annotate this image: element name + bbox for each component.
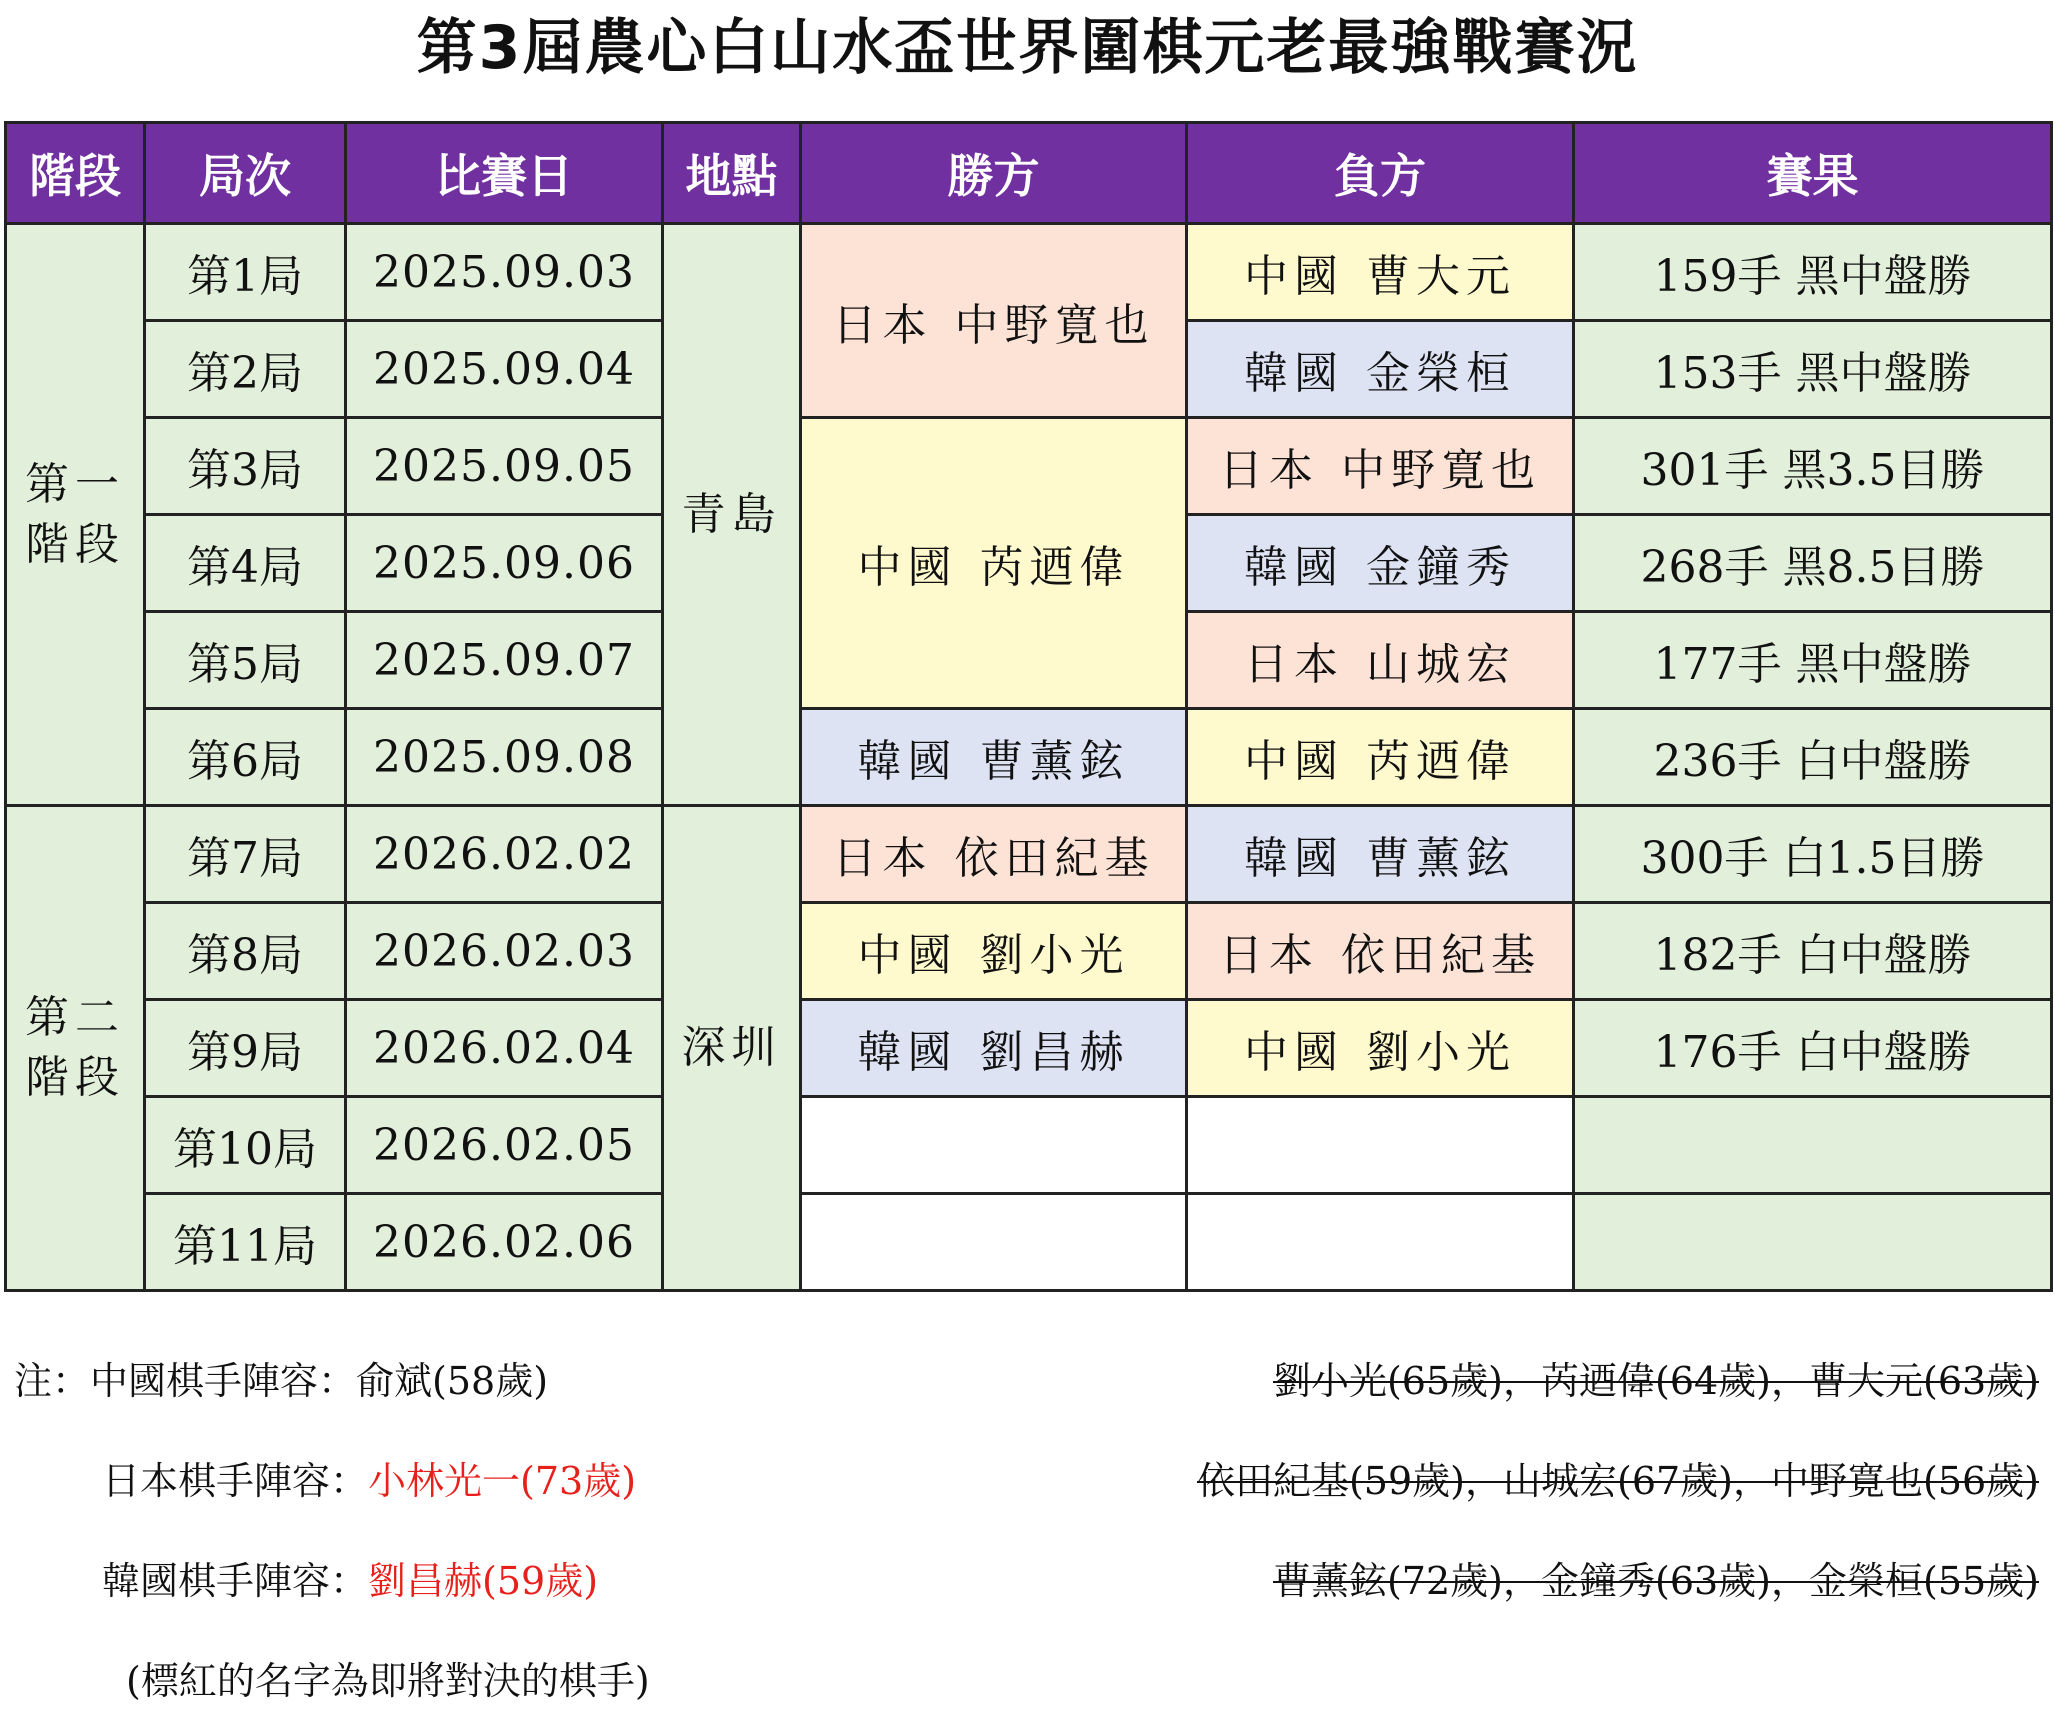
header-place: 地點 xyxy=(663,123,801,224)
winner-cell: 韓國 劉昌赫 xyxy=(801,1000,1187,1097)
date-cell: 2026.02.06 xyxy=(346,1194,663,1291)
result-cell: 236手 白中盤勝 xyxy=(1574,709,2052,806)
loser-cell: 中國 曹大元 xyxy=(1187,224,1574,321)
table-row xyxy=(6,709,2052,806)
winner-cell xyxy=(801,1194,1187,1291)
result-cell xyxy=(1574,1194,2052,1291)
loser-cell: 韓國 金榮桓 xyxy=(1187,321,1574,418)
header-stage: 階段 xyxy=(6,123,145,224)
header-loser: 負方 xyxy=(1187,123,1574,224)
winner-cell: 日本 中野寛也 xyxy=(801,224,1187,418)
result-cell: 182手 白中盤勝 xyxy=(1574,903,2052,1000)
round-cell: 第7局 xyxy=(145,806,346,903)
page-title: 第3屆農心白山水盃世界圍棋元老最強戰賽況 xyxy=(416,13,1639,83)
table-row xyxy=(6,903,2052,1000)
winner-cell: 韓國 曹薰鉉 xyxy=(801,709,1187,806)
table-row xyxy=(6,1097,2052,1194)
result-cell: 300手 白1.5目勝 xyxy=(1574,806,2052,903)
header-round: 局次 xyxy=(145,123,346,224)
round-cell: 第4局 xyxy=(145,515,346,612)
round-cell: 第2局 xyxy=(145,321,346,418)
round-cell: 第8局 xyxy=(145,903,346,1000)
round-cell: 第10局 xyxy=(145,1097,346,1194)
round-cell: 第6局 xyxy=(145,709,346,806)
header-result: 賽果 xyxy=(1574,123,2052,224)
table-row xyxy=(6,418,2052,515)
table-row xyxy=(6,224,2052,321)
note-korea-active: 劉昌赫(59歲) xyxy=(368,1559,599,1603)
note-korea-eliminated: 曹薰鉉(72歲)，金鐘秀(63歲)，金榮桓(55歲) xyxy=(1272,1559,2039,1603)
loser-cell xyxy=(1187,1097,1574,1194)
table-row xyxy=(6,1194,2052,1291)
result-cell: 176手 白中盤勝 xyxy=(1574,1000,2052,1097)
date-cell: 2025.09.05 xyxy=(346,418,663,515)
stage-cell: 第二階段 xyxy=(6,806,145,1291)
header-date: 比賽日 xyxy=(346,123,663,224)
note-japan-eliminated: 依田紀基(59歲)，山城宏(67歲)，中野寛也(56歲) xyxy=(1196,1459,2039,1503)
winner-cell xyxy=(801,1097,1187,1194)
winner-cell: 中國 芮迺偉 xyxy=(801,418,1187,709)
date-cell: 2025.09.07 xyxy=(346,612,663,709)
winner-cell: 日本 依田紀基 xyxy=(801,806,1187,903)
note-china-eliminated: 劉小光(65歲)，芮迺偉(64歲)，曹大元(63歲) xyxy=(1272,1359,2039,1403)
result-cell: 159手 黑中盤勝 xyxy=(1574,224,2052,321)
result-cell: 301手 黑3.5目勝 xyxy=(1574,418,2052,515)
note-japan-lineup xyxy=(102,1456,636,1506)
results-table xyxy=(4,121,2053,1292)
place-cell: 深圳 xyxy=(663,806,801,1291)
loser-cell: 中國 芮迺偉 xyxy=(1187,709,1574,806)
table-row xyxy=(6,1000,2052,1097)
note-china-label: 注：中國棋手陣容： xyxy=(14,1359,357,1403)
winner-cell: 中國 劉小光 xyxy=(801,903,1187,1000)
note-korea-lineup xyxy=(102,1556,598,1606)
note-japan-active: 小林光一(73歲) xyxy=(368,1459,637,1503)
table-row xyxy=(6,806,2052,903)
date-cell: 2026.02.05 xyxy=(346,1097,663,1194)
date-cell: 2025.09.08 xyxy=(346,709,663,806)
round-cell: 第5局 xyxy=(145,612,346,709)
loser-cell: 韓國 金鐘秀 xyxy=(1187,515,1574,612)
round-cell: 第1局 xyxy=(145,224,346,321)
date-cell: 2025.09.04 xyxy=(346,321,663,418)
loser-cell: 日本 依田紀基 xyxy=(1187,903,1574,1000)
table-header-row xyxy=(6,123,2052,224)
date-cell: 2025.09.06 xyxy=(346,515,663,612)
date-cell: 2026.02.04 xyxy=(346,1000,663,1097)
round-cell: 第11局 xyxy=(145,1194,346,1291)
place-cell: 青島 xyxy=(663,224,801,806)
loser-cell xyxy=(1187,1194,1574,1291)
round-cell: 第9局 xyxy=(145,1000,346,1097)
note-japan-label: 日本棋手陣容： xyxy=(102,1459,369,1503)
note-china-active: 俞斌(58歲) xyxy=(356,1359,549,1403)
note-korea-label: 韓國棋手陣容： xyxy=(102,1559,369,1603)
loser-cell: 日本 中野寛也 xyxy=(1187,418,1574,515)
loser-cell: 中國 劉小光 xyxy=(1187,1000,1574,1097)
round-cell: 第3局 xyxy=(145,418,346,515)
date-cell: 2026.02.02 xyxy=(346,806,663,903)
loser-cell: 韓國 曹薰鉉 xyxy=(1187,806,1574,903)
result-cell: 268手 黑8.5目勝 xyxy=(1574,515,2052,612)
date-cell: 2026.02.03 xyxy=(346,903,663,1000)
result-cell: 153手 黑中盤勝 xyxy=(1574,321,2052,418)
footnote: (標紅的名字為即將對決的棋手) xyxy=(126,1659,650,1703)
stage-cell: 第一階段 xyxy=(6,224,145,806)
result-cell xyxy=(1574,1097,2052,1194)
header-winner: 勝方 xyxy=(801,123,1187,224)
date-cell: 2025.09.03 xyxy=(346,224,663,321)
result-cell: 177手 黑中盤勝 xyxy=(1574,612,2052,709)
loser-cell: 日本 山城宏 xyxy=(1187,612,1574,709)
note-china-lineup xyxy=(14,1356,548,1406)
